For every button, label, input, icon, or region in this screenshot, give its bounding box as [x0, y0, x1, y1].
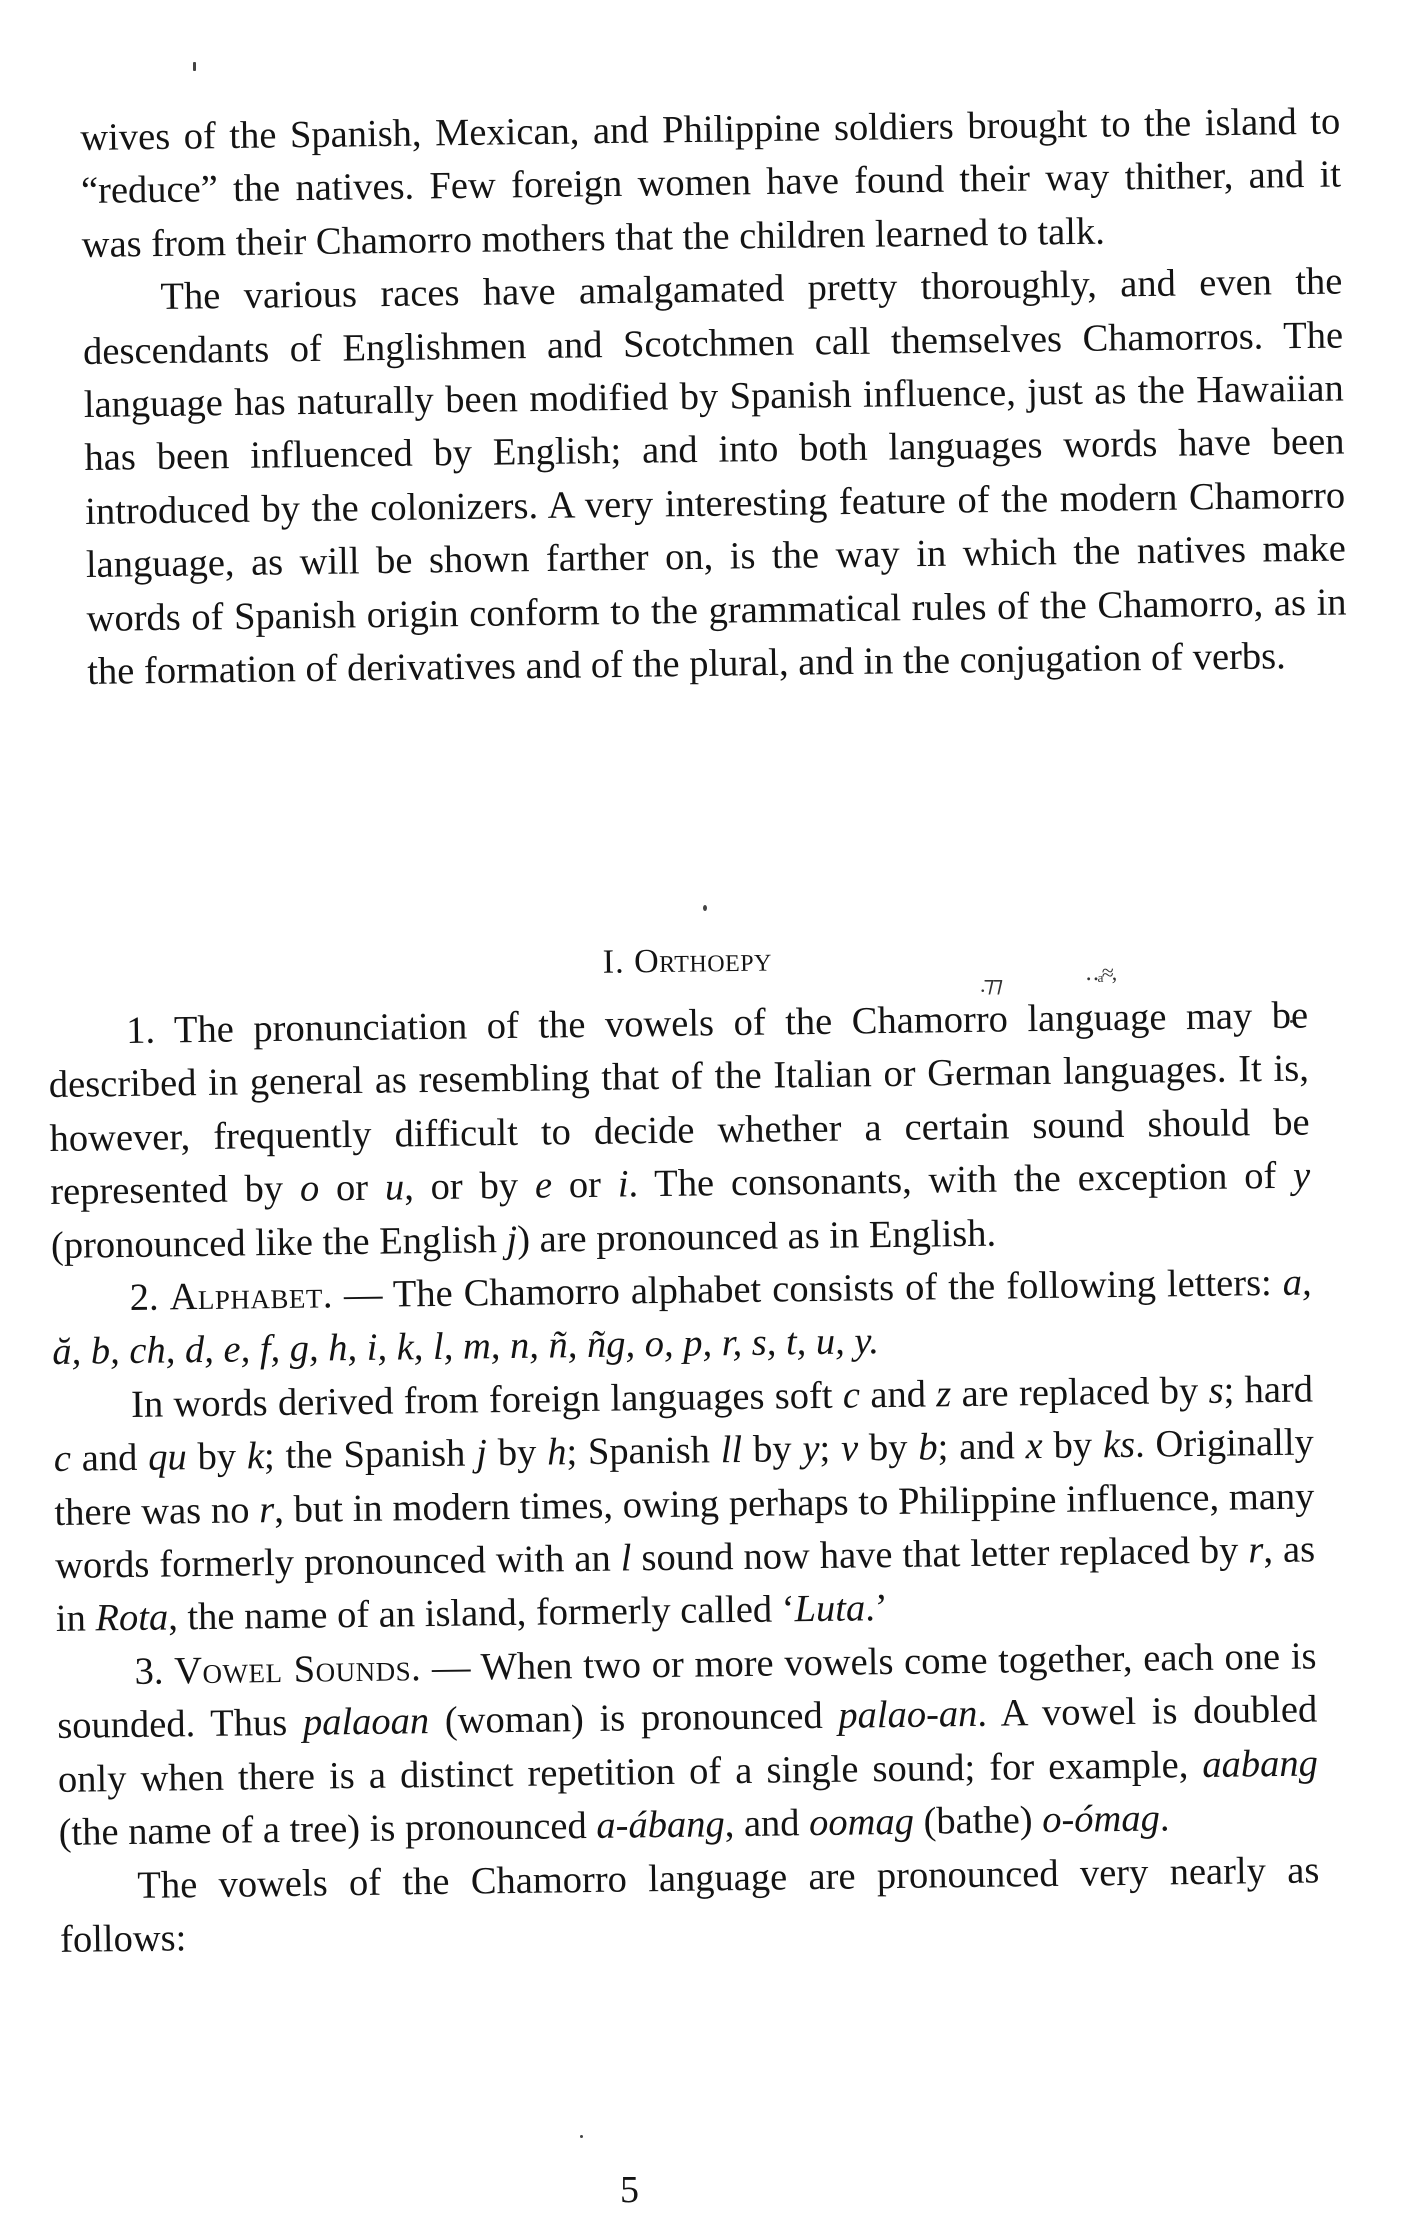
text-run: , but in modern times, owing perhaps to Philippine influence, many words formerly pronounced with an	[54, 1475, 1315, 1588]
italic-letter: j	[506, 1218, 518, 1261]
italic-word: Rota	[95, 1596, 169, 1640]
paragraph-number: 2.	[129, 1276, 159, 1319]
text-run: In words derived from foreign languages soft	[130, 1374, 844, 1426]
paragraph-1	[48, 990, 1311, 1274]
text-run: , as in	[55, 1528, 1316, 1641]
text-run: . A vowel is doubled only when there is a distinct repetition of a single sound; for example,	[57, 1688, 1318, 1801]
page-number: 5	[620, 2169, 639, 2211]
upper-text-block	[80, 96, 1348, 700]
text-run: by	[857, 1426, 919, 1470]
italic-letter: i	[617, 1163, 629, 1206]
section-number: I.	[602, 943, 625, 981]
paragraph-3-vowel-sounds	[56, 1630, 1319, 1860]
text-run: , and	[724, 1802, 810, 1846]
italic-letter: b	[918, 1426, 938, 1469]
italic-word: palaoan	[302, 1700, 430, 1745]
italic-letter: e	[534, 1164, 553, 1207]
paragraph-number: 3.	[134, 1650, 164, 1693]
paragraph-foreign-words	[53, 1363, 1316, 1647]
italic-letter: x	[1025, 1425, 1044, 1468]
ink-smudge: .⁊⁊	[980, 972, 1002, 997]
text-run: ) are pronounced as in English.	[516, 1212, 997, 1261]
text-run: or	[551, 1163, 619, 1207]
paragraph-number: 1.	[125, 1009, 156, 1052]
paragraph-heading: Alphabet.	[169, 1274, 334, 1319]
text-run: (bathe)	[913, 1799, 1043, 1843]
section-title: Orthoepy	[633, 941, 773, 981]
text-run: by	[486, 1431, 548, 1475]
text-run: by	[186, 1435, 248, 1479]
text-run: , the name of an island, formerly called ‘	[167, 1588, 795, 1639]
text-run: (pronounced like the English	[50, 1218, 507, 1267]
text-run: —	[332, 1273, 394, 1317]
italic-letter: k	[246, 1435, 265, 1478]
italic-word: aabang	[1202, 1742, 1319, 1786]
italic-letter: c	[842, 1374, 861, 1417]
italic-letter: y	[1292, 1154, 1311, 1197]
italic-letter: l	[620, 1537, 632, 1580]
text-run: ; and	[937, 1425, 1026, 1469]
text-run: .’	[864, 1587, 888, 1630]
italic-letter: h	[546, 1431, 567, 1474]
italic-letter: y	[802, 1428, 820, 1471]
text-run: by	[1042, 1424, 1104, 1468]
italic-letter: j	[475, 1432, 488, 1475]
text-run: and	[859, 1373, 937, 1417]
text-run: .	[1159, 1797, 1170, 1840]
page-speck	[703, 905, 707, 911]
text-run: ; the Spanish	[263, 1432, 477, 1478]
page-speck	[193, 62, 196, 71]
italic-letter: s	[1208, 1369, 1224, 1412]
text-run: and	[70, 1436, 149, 1480]
italic-word: o-ómag	[1041, 1797, 1161, 1842]
text-run: (the name of a tree) is pronounced	[58, 1804, 597, 1855]
text-run: The pronunciation of the vowels of the Chamorro language may be described in general as resembling that of the Italian or German languages. It is, however, frequently difficult to decide whether a certain sound should be represented by	[48, 994, 1310, 1214]
italic-word: Luta	[794, 1587, 866, 1631]
italic-letter: z	[936, 1373, 952, 1416]
text-run: (woman) is pronounced	[428, 1694, 839, 1743]
text-run: by	[741, 1428, 803, 1472]
text-run: When two or more vowels come together, each one is sounded. Thus	[57, 1635, 1317, 1748]
paragraph-continued: wives of the Spanish, Mexican, and Philippine soldiers brought to the island to “reduce” the natives. Few foreign women have found their way thither, and it was from their Chamorro mothers that the children learned to talk.	[80, 100, 1342, 266]
italic-letter: qu	[147, 1436, 187, 1479]
text-run: are replaced by	[950, 1369, 1209, 1416]
text-run: sound now have that letter replaced by	[631, 1529, 1249, 1580]
text-run: The Chamorro alphabet consists of the following letters:	[392, 1261, 1283, 1316]
italic-letter: u	[384, 1166, 405, 1209]
alphabet-letters: a, ă, b, ch, d, e, f, g, h, i, k, l, m, n, ñ, ñg, o, p, r, s, t, u, y.	[52, 1261, 1312, 1374]
text-run: or	[318, 1166, 386, 1210]
italic-letter: r	[1248, 1529, 1264, 1572]
paragraph-races: The various races have amalgamated pretty thoroughly, and even the descendants of Englishmen and Scotchmen call themselves Chamorros. The language has naturally been modified by Spanish influence, just as the Hawaiian has been influenced by English; and into both languages words have been introduced by the colonizers. A very interesting feature of the modern Chamorro language, as will be shown farther on, is the way in which the natives make words of Spanish origin conform to the grammatical rules of the Chamorro, as in the formation of derivatives and of the plural, and in the conjugation of verbs.	[82, 260, 1347, 694]
italic-letter: ks	[1102, 1424, 1136, 1467]
italic-letter: ll	[720, 1429, 743, 1472]
italic-letter: o	[299, 1167, 320, 1210]
text-run: ;	[819, 1427, 842, 1471]
italic-letter: v	[840, 1427, 859, 1470]
text-run: , or by	[403, 1164, 536, 1209]
paragraph-vowels-intro: The vowels of the Chamorro language are pronounced very nearly as follows:	[59, 1848, 1320, 1961]
text-run: . Originally there was no	[54, 1421, 1315, 1534]
text-run: ; hard	[1223, 1368, 1314, 1412]
italic-letter: c	[53, 1437, 72, 1481]
text-run: —	[420, 1646, 481, 1690]
text-run: . The consonants, with the exception of	[628, 1154, 1294, 1206]
italic-word: a-ábang	[596, 1803, 725, 1847]
ink-smudge: ‥ₐ≈,	[1085, 960, 1116, 985]
paragraph-2-alphabet	[51, 1257, 1312, 1380]
lower-text-block	[48, 941, 1320, 1968]
paragraph-heading: Vowel Sounds.	[173, 1647, 422, 1693]
italic-word: palao-an	[838, 1693, 978, 1737]
text-run: ; Spanish	[566, 1429, 722, 1474]
page-speck	[580, 2135, 583, 2138]
italic-word: oomag	[808, 1800, 915, 1845]
italic-letter: r	[258, 1488, 275, 1531]
